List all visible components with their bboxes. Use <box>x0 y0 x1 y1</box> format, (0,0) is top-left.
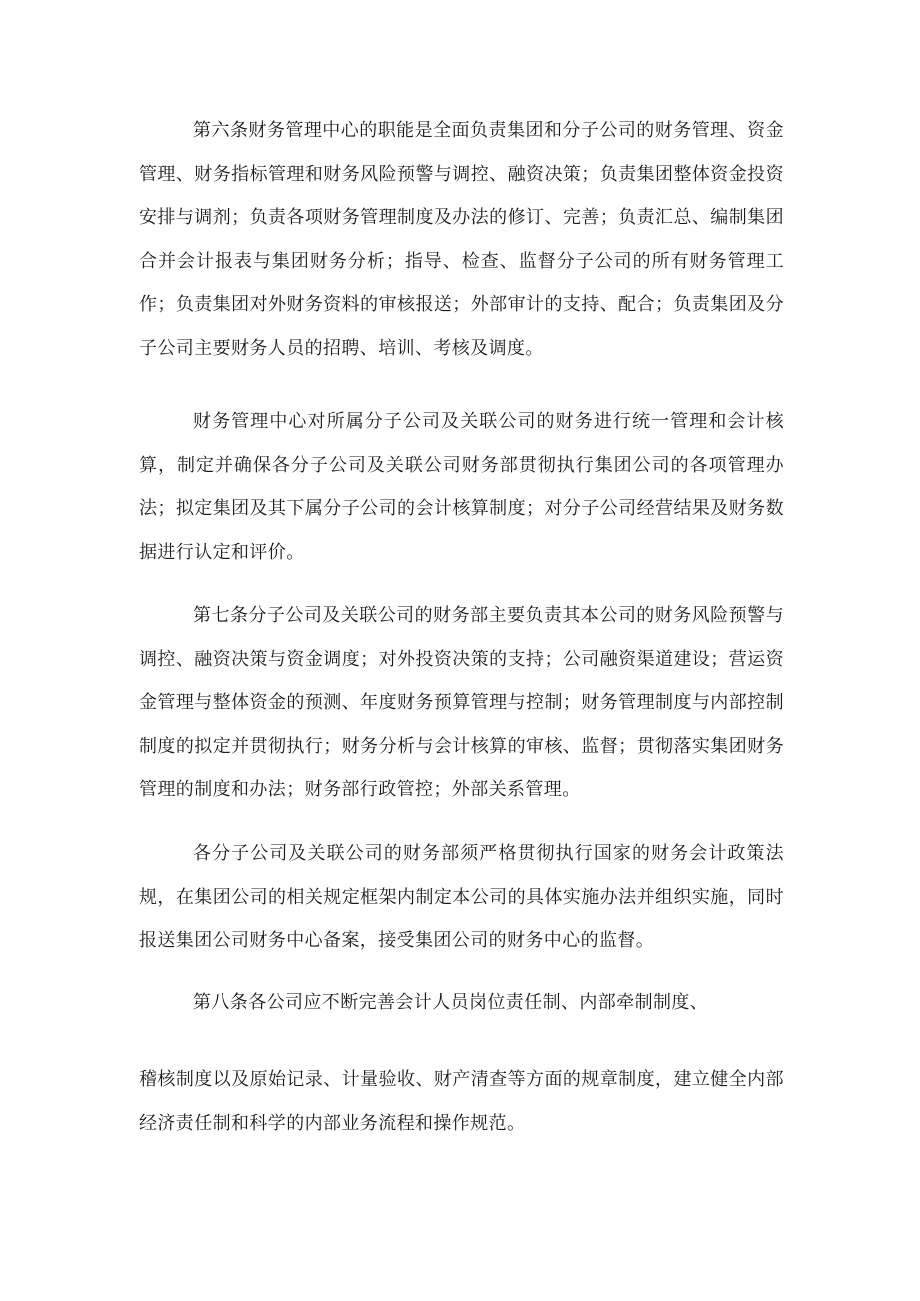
paragraph-article-8-continued <box>139 1058 784 1145</box>
paragraph-article-6 <box>139 109 784 370</box>
paragraph-text: 稽核制度以及原始记录、计量验收、财产清查等方面的规章制度，建立健全内部经济责任制和科学的内部业务流程和操作规范。 <box>139 1069 784 1134</box>
article-number: 第六条 <box>193 120 249 141</box>
paragraph-article-7 <box>139 594 784 812</box>
paragraph-article-8 <box>139 981 784 1025</box>
article-number: 第七条 <box>193 605 249 626</box>
paragraph-text: 财务管理中心对所属分子公司及关联公司的财务进行统一管理和会计核算，制定并确保各分子公司及关联公司财务部贯彻执行集团公司的各项管理办法；拟定集团及其下属分子公司的会计核算制度；对分子公司经营结果及财务数据进行认定和评价。 <box>139 411 784 563</box>
article-number: 第八条 <box>193 992 249 1013</box>
paragraph-text: 各公司应不断完善会计人员岗位责任制、内部牵制制度、 <box>248 992 709 1013</box>
paragraph-text: 财务管理中心的职能是全面负责集团和分子公司的财务管理、资金管理、财务指标管理和财务风险预警与调控、融资决策；负责集团整体资金投资安排与调剂；负责各项财务管理制度及办法的修订、完善；负责汇总、编制集团合并会计报表与集团财务分析；指导、检查、监督分子公司的所有财务管理工作；负责集团对外财务资料的审核报送；外部审计的支持、配合；负责集团及分子公司主要财务人员的招聘、培训、考核及调度。 <box>139 120 784 359</box>
paragraph-text: 分子公司及关联公司的财务部主要负责其本公司的财务风险预警与调控、融资决策与资金调度；对外投资决策的支持；公司融资渠道建设；营运资金管理与整体资金的预测、年度财务预算管理与控制；财务管理制度与内部控制制度的拟定并贯彻执行；财务分析与会计核算的审核、监督；贯彻落实集团财务管理的制度和办法；财务部行政管控；外部关系管理。 <box>139 605 784 800</box>
paragraph-finance-center-management <box>139 400 784 574</box>
paragraph-text: 各分子公司及关联公司的财务部须严格贯彻执行国家的财务会计政策法规，在集团公司的相关规定框架内制定本公司的具体实施办法并组织实施，同时报送集团公司财务中心备案，接受集团公司的财务中心的监督。 <box>139 843 784 951</box>
paragraph-subsidiary-compliance <box>139 832 784 963</box>
